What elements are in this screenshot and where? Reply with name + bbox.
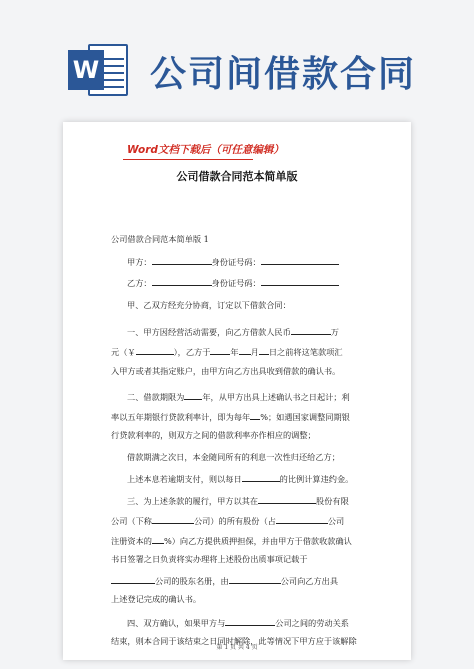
doc-line: 三、为上述条款的履行，甲方以其在 股份有限 bbox=[127, 496, 349, 506]
doc-line: 公司（下称 公司）的所有股份（占 公司 bbox=[111, 516, 345, 526]
doc-line: 四、双方确认，如果甲方与 公司之间的劳动关系 bbox=[127, 618, 349, 628]
doc-line: 结束，则本合同于该结束之日同时解除，此等情况下甲方应于该解除 bbox=[111, 636, 357, 646]
doc-line: 书日签署之日负责将实办理将上述股份出质事项记载于 bbox=[111, 554, 308, 564]
document-page bbox=[63, 122, 411, 660]
doc-line: 甲方： 身份证号码： bbox=[111, 255, 373, 268]
doc-line: 入甲方或者其指定账户，由甲方向乙方出具收到借款的确认书。 bbox=[111, 366, 341, 376]
doc-line: 注册资本的 %）向乙方提供质押担保，并由甲方于借款收款确认 bbox=[111, 536, 352, 546]
download-note: Word文档下载后（可任意编辑） bbox=[127, 144, 284, 156]
doc-line: 元（￥ ），乙方于 年 月 日之前将这笔款项汇 bbox=[111, 347, 343, 357]
doc-line: 借款期满之次日，本金随同所有的利息一次性归还给乙方； bbox=[127, 452, 340, 462]
doc-line: 率以五年期银行贷款利率计，即为每年 %；如遇国家调整同期银 bbox=[111, 412, 350, 422]
download-note-underline bbox=[123, 159, 253, 160]
word-badge: W bbox=[68, 50, 104, 90]
word-document-icon bbox=[68, 42, 130, 98]
doc-line: 上述本息若逾期支付，则以每日 的比例计算违约金。 bbox=[127, 474, 354, 484]
doc-line: 一、甲方因经营活动需要，向乙方借款人民币 万 bbox=[127, 327, 339, 337]
doc-line: 上述登记完成的确认书。 bbox=[111, 594, 202, 604]
banner-title: 公司间借款合同 bbox=[150, 54, 417, 95]
doc-line: 二、借款期限为 年，从甲方出具上述确认书之日起计；利 bbox=[127, 392, 350, 402]
doc-line: 公司借款合同范本简单版 1 bbox=[111, 234, 209, 244]
page-number: 第 1 页 共 4 页 bbox=[216, 644, 258, 651]
doc-line: 公司的股东名册，由 公司向乙方出具 bbox=[111, 574, 373, 587]
doc-line: 乙方： 身份证号码： bbox=[111, 276, 373, 289]
doc-line: 甲、乙双方经充分协商，订定以下借款合同： bbox=[127, 300, 291, 310]
document-title: 公司借款合同范本简单版 bbox=[176, 170, 298, 183]
doc-line: 行贷款利率的，则双方之间的借款利率亦作相应的调整； bbox=[111, 430, 316, 440]
banner-header bbox=[0, 0, 474, 110]
